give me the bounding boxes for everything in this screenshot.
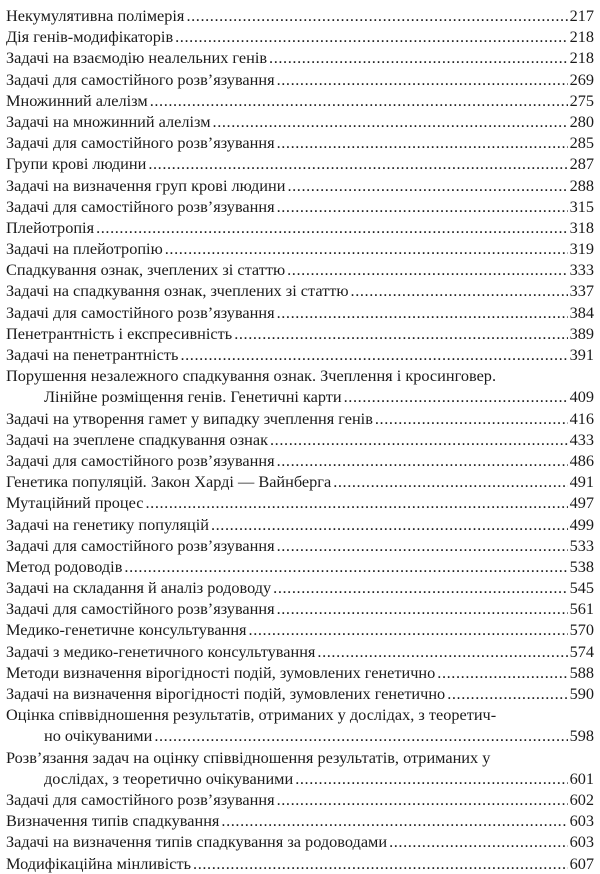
page-number: 433 <box>569 429 594 449</box>
dot-leader <box>94 217 568 238</box>
page-number: 384 <box>569 302 594 322</box>
toc-entry[interactable] <box>6 641 594 662</box>
entry-title: Задачі для самостійного розв’язування <box>6 789 275 809</box>
toc-entry[interactable] <box>6 238 594 259</box>
toc-entry[interactable] <box>6 259 594 280</box>
entry-title: Пенетрантність і експресивність <box>6 323 233 343</box>
toc-entry[interactable] <box>6 90 594 111</box>
dot-leader <box>148 90 568 111</box>
entry-title: Задачі для самостійного розв’язування <box>6 69 275 89</box>
dot-leader <box>146 153 567 174</box>
dot-leader <box>232 323 567 344</box>
entry-title: Розв’язання задач на оцінку співвідношення результатів, отриманих у <box>6 747 491 767</box>
page-number: 318 <box>569 217 594 237</box>
dot-leader <box>209 514 568 535</box>
dot-leader <box>445 683 567 704</box>
toc-entry[interactable] <box>6 153 594 174</box>
toc-entry[interactable] <box>6 111 594 132</box>
entry-title: Мутаційний процес <box>6 493 144 513</box>
entry-title: Задачі для самостійного розв’язування <box>6 535 275 555</box>
dot-leader <box>285 259 567 280</box>
dot-leader <box>275 69 568 90</box>
dot-leader <box>275 598 568 619</box>
page-number: 538 <box>569 556 594 576</box>
page-number: 574 <box>569 641 594 661</box>
entry-title: Задачі на множинний алелізм <box>6 111 211 131</box>
entry-title: Генетика популяцій. Закон Харді — Вайнберга <box>6 472 332 492</box>
page-number: 288 <box>569 175 594 195</box>
dot-leader <box>275 535 568 556</box>
entry-title: Модифікаційна мінливість <box>6 853 192 873</box>
entry-title: Задачі для самостійного розв’язування <box>6 599 275 619</box>
toc-entry[interactable] <box>6 5 594 26</box>
entry-title-continuation: Лінійне розміщення генів. Генетичні карти <box>44 387 342 407</box>
dot-leader <box>122 556 567 577</box>
dot-leader <box>275 450 568 471</box>
page-number: 533 <box>569 535 594 555</box>
toc-entry[interactable] <box>6 132 594 153</box>
toc-entry[interactable] <box>6 577 594 598</box>
entry-title: Множинний алелізм <box>6 90 148 110</box>
toc-entry[interactable] <box>6 429 594 450</box>
entry-title: Задачі на визначення типів спадкування за родоводами <box>6 832 388 852</box>
dot-leader <box>349 280 568 301</box>
toc-entry[interactable] <box>6 47 594 68</box>
entry-title: Задачі на зчеплене спадкування ознак <box>6 429 269 449</box>
page-number: 275 <box>569 90 594 110</box>
toc-entry[interactable] <box>6 535 594 556</box>
dot-leader <box>173 26 567 47</box>
page-number: 337 <box>569 281 594 301</box>
dot-leader <box>178 344 567 365</box>
page-number: 287 <box>569 154 594 174</box>
page-number: 588 <box>569 662 594 682</box>
entry-title: Задачі з медико-генетичного консультування <box>6 641 316 661</box>
toc-entry[interactable] <box>6 217 594 238</box>
page-number: 570 <box>569 620 594 640</box>
entry-title: Задачі на взаємодію неалельних генів <box>6 48 268 68</box>
entry-title: Спадкування ознак, зчеплених зі статтю <box>6 260 286 280</box>
entry-title: Медико-генетичне консультування <box>6 620 247 640</box>
toc-entry[interactable] <box>6 302 594 323</box>
page-number: 218 <box>569 48 594 68</box>
page-number: 499 <box>569 514 594 534</box>
dot-leader <box>331 471 567 492</box>
toc-entry[interactable] <box>6 196 594 217</box>
entry-title-continuation: но очікуваними <box>44 726 153 746</box>
dot-leader <box>275 196 568 217</box>
dot-leader <box>285 175 567 196</box>
dot-leader <box>293 768 567 789</box>
entry-title: Задачі на утворення гамет у випадку зчеплення генів <box>6 408 373 428</box>
dot-leader <box>211 111 568 132</box>
entry-title: Дія генів-модифікаторів <box>6 27 174 47</box>
dot-leader <box>342 386 568 407</box>
page-number: 497 <box>569 493 594 513</box>
entry-title: Задачі на визначення вірогідності подій, зумовлених генетично <box>6 684 446 703</box>
page-number: 333 <box>569 260 594 280</box>
dot-leader <box>219 810 567 831</box>
entry-title: Задачі на генетику популяцій <box>6 514 209 534</box>
page-number: 601 <box>569 768 594 788</box>
toc-entry[interactable] <box>6 514 594 535</box>
page-number: 486 <box>569 450 594 470</box>
dot-leader <box>387 831 568 852</box>
page-number: 561 <box>569 599 594 619</box>
page-number: 269 <box>569 69 594 89</box>
entry-title: Задачі на визначення груп крові людини <box>6 175 286 195</box>
entry-title: Методи визначення вірогідності подій, зумовлених генетично <box>6 662 436 682</box>
page-number: 217 <box>569 6 594 25</box>
entry-title: Задачі на пенетрантність <box>6 345 179 364</box>
page-number: 602 <box>569 789 594 809</box>
page-number: 603 <box>569 811 594 831</box>
toc-entry[interactable] <box>6 492 594 513</box>
dot-leader <box>275 302 568 323</box>
toc-entry[interactable] <box>6 810 594 831</box>
entry-title: Задачі на складання й аналіз родоводу <box>6 578 272 598</box>
entry-title: Задачі для самостійного розв’язування <box>6 302 275 322</box>
page-number: 218 <box>569 27 594 47</box>
page-number: 315 <box>569 196 594 216</box>
entry-title: Оцінка співвідношення результатів, отриманих у дослідах, з теоретич- <box>6 705 497 725</box>
dot-leader <box>163 238 568 259</box>
dot-leader <box>143 492 567 513</box>
entry-title: Задачі на плейотропію <box>6 239 163 259</box>
dot-leader <box>152 725 567 746</box>
toc-entry[interactable] <box>6 26 594 47</box>
dot-leader <box>275 789 568 810</box>
page-number: 607 <box>569 853 594 873</box>
page-number: 598 <box>569 726 594 746</box>
toc-entry[interactable] <box>6 789 594 810</box>
page-number: 603 <box>569 832 594 852</box>
page-number: 409 <box>569 387 594 407</box>
toc-entry[interactable] <box>6 471 594 492</box>
dot-leader <box>191 853 568 874</box>
dot-leader <box>315 641 567 662</box>
page-number: 389 <box>569 323 594 343</box>
page-number: 319 <box>569 239 594 259</box>
dot-leader <box>435 662 567 683</box>
entry-title: Некумулятивна полімерія <box>6 6 185 25</box>
toc-entry[interactable] <box>6 662 594 683</box>
toc-entry[interactable] <box>6 619 594 640</box>
toc-entry[interactable] <box>6 556 594 577</box>
page-number: 590 <box>569 684 594 703</box>
toc-entry[interactable] <box>6 344 594 365</box>
toc-entry[interactable] <box>6 408 594 429</box>
dot-leader <box>271 577 567 598</box>
entry-title: Порушення незалежного спадкування ознак. Зчеплення і кросинговер. <box>6 366 497 386</box>
page-number: 491 <box>569 472 594 492</box>
toc-entry[interactable] <box>6 365 594 407</box>
entry-title: Задачі для самостійного розв’язування <box>6 133 275 153</box>
toc-entry[interactable] <box>6 831 594 852</box>
entry-title: Метод родоводів <box>6 556 123 576</box>
dot-leader <box>184 5 567 26</box>
entry-title: Задачі для самостійного розв’язування <box>6 450 275 470</box>
dot-leader <box>247 619 568 640</box>
page-number: 545 <box>569 578 594 598</box>
table-of-contents <box>6 5 594 874</box>
toc-entry[interactable] <box>6 280 594 301</box>
toc-entry[interactable] <box>6 175 594 196</box>
entry-title: Задачі на спадкування ознак, зчеплених зі статтю <box>6 281 349 301</box>
toc-entry[interactable] <box>6 450 594 471</box>
toc-entry[interactable] <box>6 323 594 344</box>
entry-title: Групи крові людини <box>6 154 147 174</box>
toc-entry[interactable] <box>6 704 594 746</box>
entry-title: Плейотропія <box>6 217 95 237</box>
dot-leader <box>373 408 568 429</box>
toc-entry[interactable] <box>6 853 594 874</box>
toc-entry[interactable] <box>6 683 594 704</box>
dot-leader <box>275 132 568 153</box>
toc-entry[interactable] <box>6 69 594 90</box>
toc-entry[interactable] <box>6 598 594 619</box>
page-number: 391 <box>569 345 594 364</box>
entry-title: Задачі для самостійного розв’язування <box>6 196 275 216</box>
page-number: 285 <box>569 133 594 153</box>
page-number: 416 <box>569 408 594 428</box>
entry-title: Визначення типів спадкування <box>6 811 220 831</box>
entry-title-continuation: дослідах, з теоретично очікуваними <box>44 768 294 788</box>
dot-leader <box>267 47 568 68</box>
dot-leader <box>268 429 568 450</box>
toc-entry[interactable] <box>6 747 594 789</box>
page-number: 280 <box>569 111 594 131</box>
